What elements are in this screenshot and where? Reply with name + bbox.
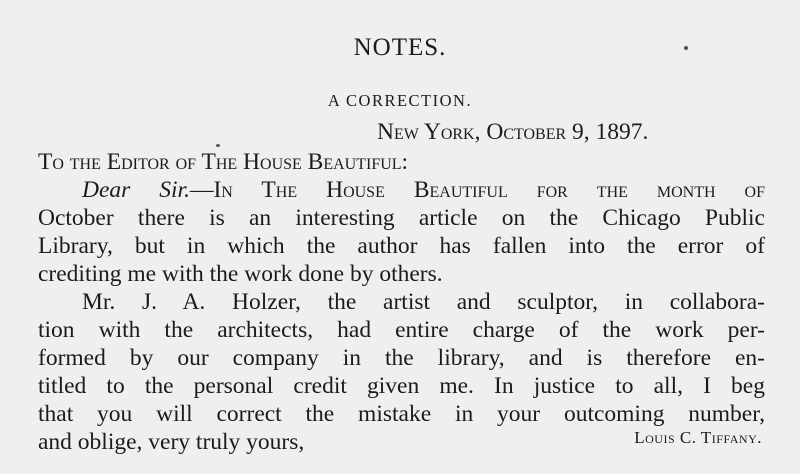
letter-line-1-rest: —In The House Beautiful for the month of [189,177,765,203]
signature: Louis C. Tiffany. [634,428,762,447]
section-heading: NOTES. [353,34,447,61]
ink-speck [216,144,220,147]
letter-line: Library, but in which the author has fallen into the error of [38,233,765,259]
salutation: To the Editor of The House Beautiful: [38,149,409,175]
letter-line: titled to the personal credit given me. In justice to all, I beg [38,373,765,399]
letter-line: that you will correct the mistake in your outcoming number, [38,401,765,427]
letter-line: October there is an interesting article on the Chicago Public [38,205,765,231]
dateline: New York, October 9, 1897. [377,119,649,145]
letter-line: formed by our company in the library, and is therefore en- [38,345,765,371]
ink-speck [684,46,688,50]
greeting: Dear Sir. [82,177,190,203]
letter-line-1 [82,178,765,202]
letter-line: tion with the architects, had entire charge of the work per- [38,317,765,343]
letter-line: Mr. J. A. Holzer, the artist and sculptor, in collabora- [82,289,765,315]
article-subheading: A CORRECTION. [327,91,473,110]
letter-line: crediting me with the work done by others. [38,261,443,287]
letter-line: and oblige, very truly yours, [38,429,305,455]
